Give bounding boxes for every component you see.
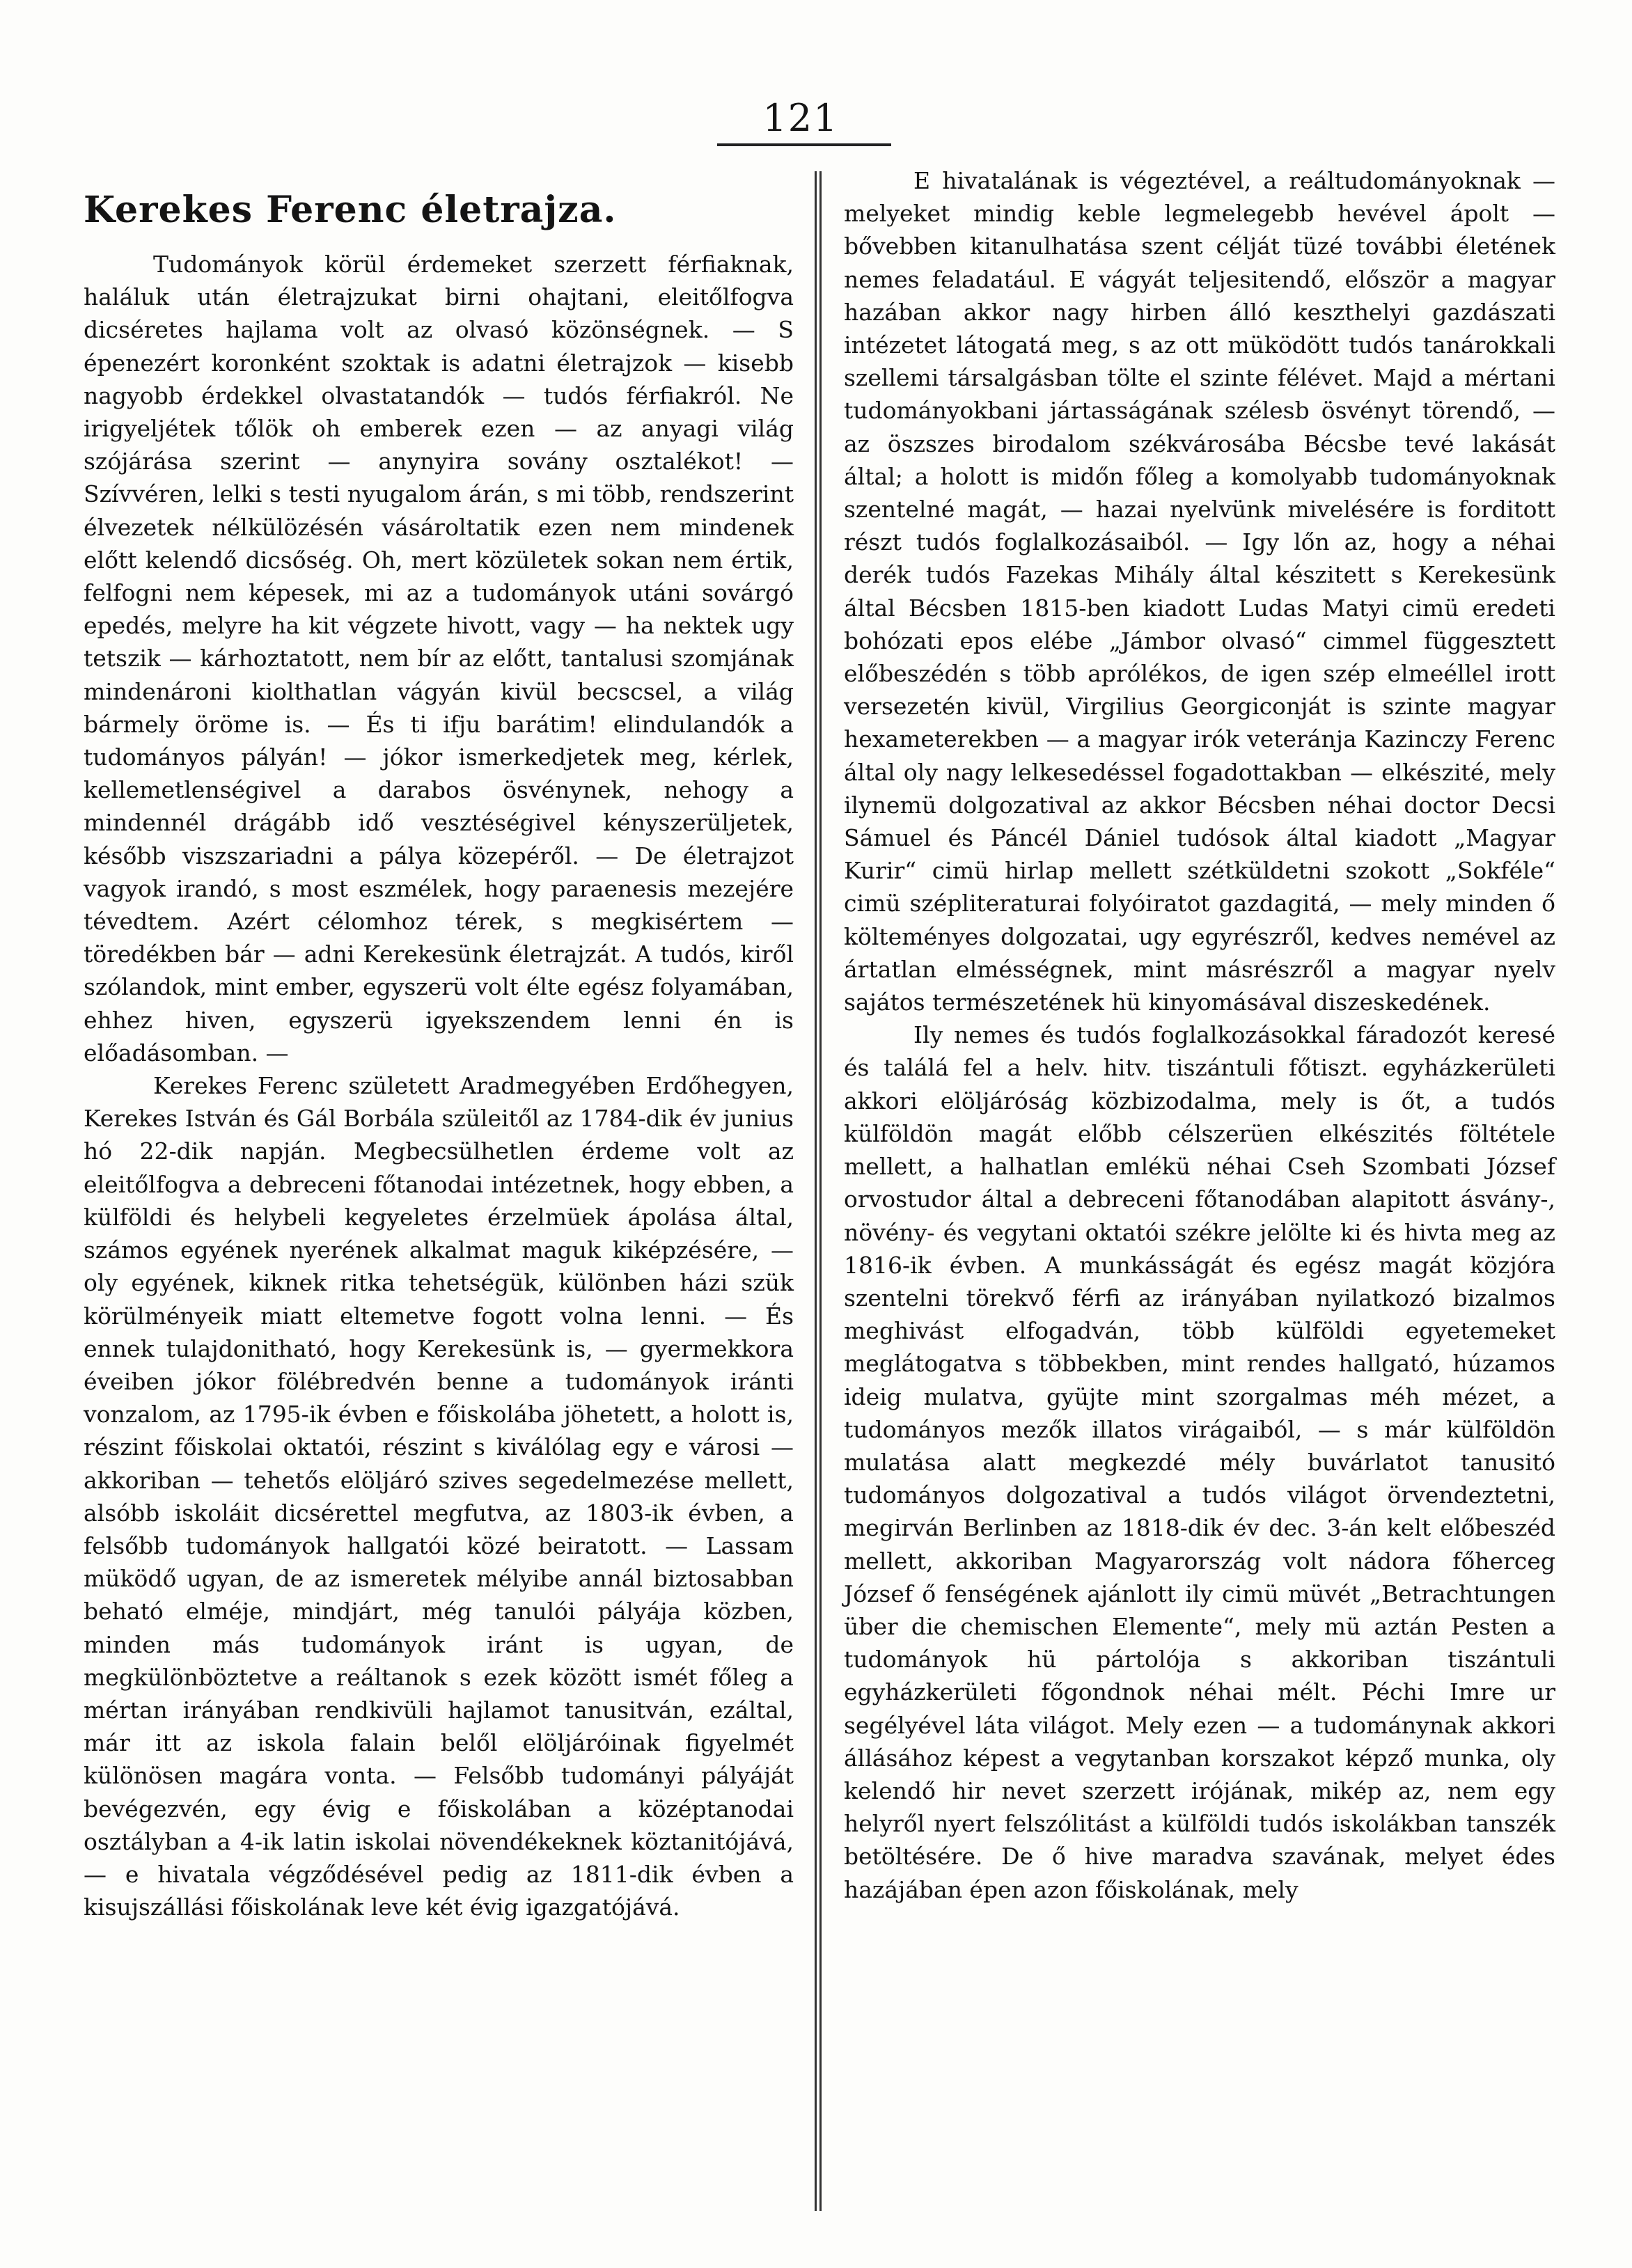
article-title: Kerekes Ferenc életrajza. bbox=[84, 189, 617, 231]
paragraph: Ily nemes és tudós foglalkozásokkal fáradozót keresé és találá fel a helv. hitv. tiszántuli főtiszt. egyházkerületi akkori elöljáróság közbizodalma, mely is őt, a tudós külföldön magát előbb célszerüen elkészités föltétele mellett, a halhatlan emlékü néhai Cseh Szombati József orvostudor által a debreceni főtanodában alapitott ásvány-, növény- és vegytani oktatói székre jelölte ki és hivta meg az 1816-ik évben. A munkásságát és egész magát közjóra szentelni törekvő férfi az irányában nyilatkozó bizalmos meghivást elfogadván, több külföldi egyetemeket meglátogatva s többekben, mint rendes hallgató, húzamos ideig mulatva, gyüjte mint szorgalmas méh mézet, a tudományos mezők illatos virágaiból, — s már külföldön mulatása alatt megkezdé mély buvárlatot tanusitó tudományos dolgozatival a tudós világot örvendeztetni, megirván Berlinben az 1818-dik év dec. 3-án kelt előbeszéd mellett, akkoriban Magyarország volt nádora főherceg József ő fenségének ajánlott ily cimü müvét „Betrachtungen über die chemischen Elemente“, mely mü aztán Pesten a tudományok hü pártolója s akkoriban tiszántuli egyházkerületi főgondnok néhai mélt. Péchi Imre ur segélyével láta világot. Mely ezen — a tudománynak akkori állásához képest a vegytanban korszakot képző munka, oly kelendő hir nevet szerzett irójának, mikép az, nem egy helyről nyert felszólitást a külföldi tudós iskolákban tanszék betöltésére. De ő hive maradva szavának, melyet édes hazájában épen azon főiskolának, mely bbox=[844, 1021, 1555, 1903]
header-rule bbox=[717, 143, 891, 146]
right-column bbox=[844, 164, 1555, 1906]
paragraph: Kerekes Ferenc született Aradmegyében Erdőhegyen, Kerekes István és Gál Borbála szüleitől az 1784-dik év junius hó 22-dik napján. Megbecsülhetlen érdeme volt az eleitőlfogva a debreceni főtanodai intézetnek, hogy ebben, a külföldi és helybeli kegyeletes érzelmüek ápolása által, számos egyének nyerének alkalmat maguk kiképzésére, — oly egyének, kiknek ritka tehetségük, különben házi szük körülményeik miatt eltemetve fogott volna lenni. — És ennek tulajdonitható, hogy Kerekesünk is, — gyermekkora éveiben jókor fölébredvén benne a tudományok iránti vonzalom, az 1795-ik évben e főiskolába jöhetett, a holott is, részint főiskolai oktatói, részint s kiválólag egy e városi — akkoriban — tehetős elöljáró szives segedelmezése mellett, alsóbb iskoláit dicsérettel megfutva, az 1803-ik évben, a felsőbb tudományok hallgatói közé beiratott. — Lassam müködő ugyan, de az ismeretek mélyibe annál biztosabban beható elméje, mindjárt, még tanulói pályája közben, minden más tudományok iránt is ugyan, de megkülönböztetve a reáltanok s ezek között ismét főleg a mértan irányában rendkivüli hajlamot tanusitván, ezáltal, már itt az iskola falain belől elöljáróinak figyelmét különösen magára vonta. — Felsőbb tudományi pályáját bevégezvén, egy évig e főiskolában a középtanodai osztályban a 4-ik latin iskolai növendékeknek köztanitójává, — e hivatala végződésével pedig az 1811-dik évben a kisujszállási főiskolának leve két évig igazgatójává. bbox=[84, 1072, 794, 1921]
column-divider bbox=[815, 171, 822, 2211]
paragraph: E hivatalának is végeztével, a reáltudományoknak — melyeket mindig keble legmelegebb hevével ápolt — bővebben kitanulhatása szent célját tüzé további életének nemes feladatául. E vágyát teljesitendő, először a magyar hazában akkor nagy hirben álló keszthelyi gazdászati intézetet látogatá meg, s az ott müködött tudós tanárokkali szellemi társalgásban tölte el szinte félévet. Majd a mértani tudományokbani jártasságának szélesb ösvényt törendő, — az öszszes birodalom székvárosába Bécsbe tevé lakását által; a holott is midőn főleg a komolyabb tudományoknak szentelné magát, — hazai nyelvünk mivelésére is forditott részt tudós foglalkozásaiból. — Igy lőn az, hogy a néhai derék tudós Fazekas Mihály által készitett s Kerekesünk által Bécsben 1815-ben kiadott Ludas Matyi cimü eredeti bohózati epos elébe „Jámbor olvasó“ cimmel függesztett előbeszédén s több aprólékos, de igen szép elmeéllel irott versezetén kivül, Virgilius Georgiconját is szinte magyar hexameterekben — a magyar irók veteránja Kazinczy Ferenc által oly nagy lelkesedéssel fogadottakban — elkészité, mely ilynemü dolgozatival az akkor Bécsben néhai doctor Decsi Sámuel és Páncél Dániel tudósok által kiadott „Magyar Kurir“ cimü hirlap mellett szétküldetni szokott „Sokféle“ cimü szépliteraturai folyóiratot gazdagitá, — mely minden ő költeményes dolgozatai, ugy egyrészről, kedves nemével az ártatlan elmésségnek, mint másrészről a magyar nyelv sajátos természetének hü kinyomásával diszeskedének. bbox=[844, 167, 1555, 1016]
paragraph: Tudományok körül érdemeket szerzett férfiaknak, haláluk után életrajzukat birni ohajtani, eleitőlfogva dicséretes hajlama volt az olvasó közönségnek. — S épenezért koronként szoktak is adatni életrajzok — kisebb nagyobb érdekkel olvastatandók — tudós férfiakról. Ne irigyeljétek tőlök oh emberek ezen — az anyagi világ szójárása szerint — anynyira sovány osztalékot! — Szívvéren, lelki s testi nyugalom árán, s mi több, rendszerint élvezetek nélkülözésén vásároltatik ezen nem mindenek előtt kelendő dicsőség. Oh, mert közületek sokan nem értik, felfogni nem képesek, mi az a tudományok utáni sovárgó epedés, melyre ha kit végzete hivott, vagy — ha nektek ugy tetszik — kárhoztatott, nem bír az előtt, tantalusi szomjának mindenároni kiolthatlan vágyán kivül becscsel, a világ bármely öröme is. — És ti ifju barátim! elindulandók a tudományos pályán! — jókor ismerkedjetek meg, kérlek, kellemetlenségivel a darabos ösvénynek, nehogy a mindennél drágább idő vesztéségivel kényszerüljetek, később viszszariadni a pálya közepéről. — De életrajzot vagyok irandó, s most eszmélek, hogy paraenesis mezejére tévedtem. Azért célomhoz térek, s megkisértem — töredékben bár — adni Kerekesünk életrajzát. A tudós, kiről szólandok, mint ember, egyszerü volt élte egész folyamában, ehhez hiven, egyszerü igyekszendem lenni én is előadásomban. — bbox=[84, 251, 794, 1066]
page-number: 121 bbox=[762, 96, 839, 140]
left-column bbox=[84, 164, 794, 1923]
